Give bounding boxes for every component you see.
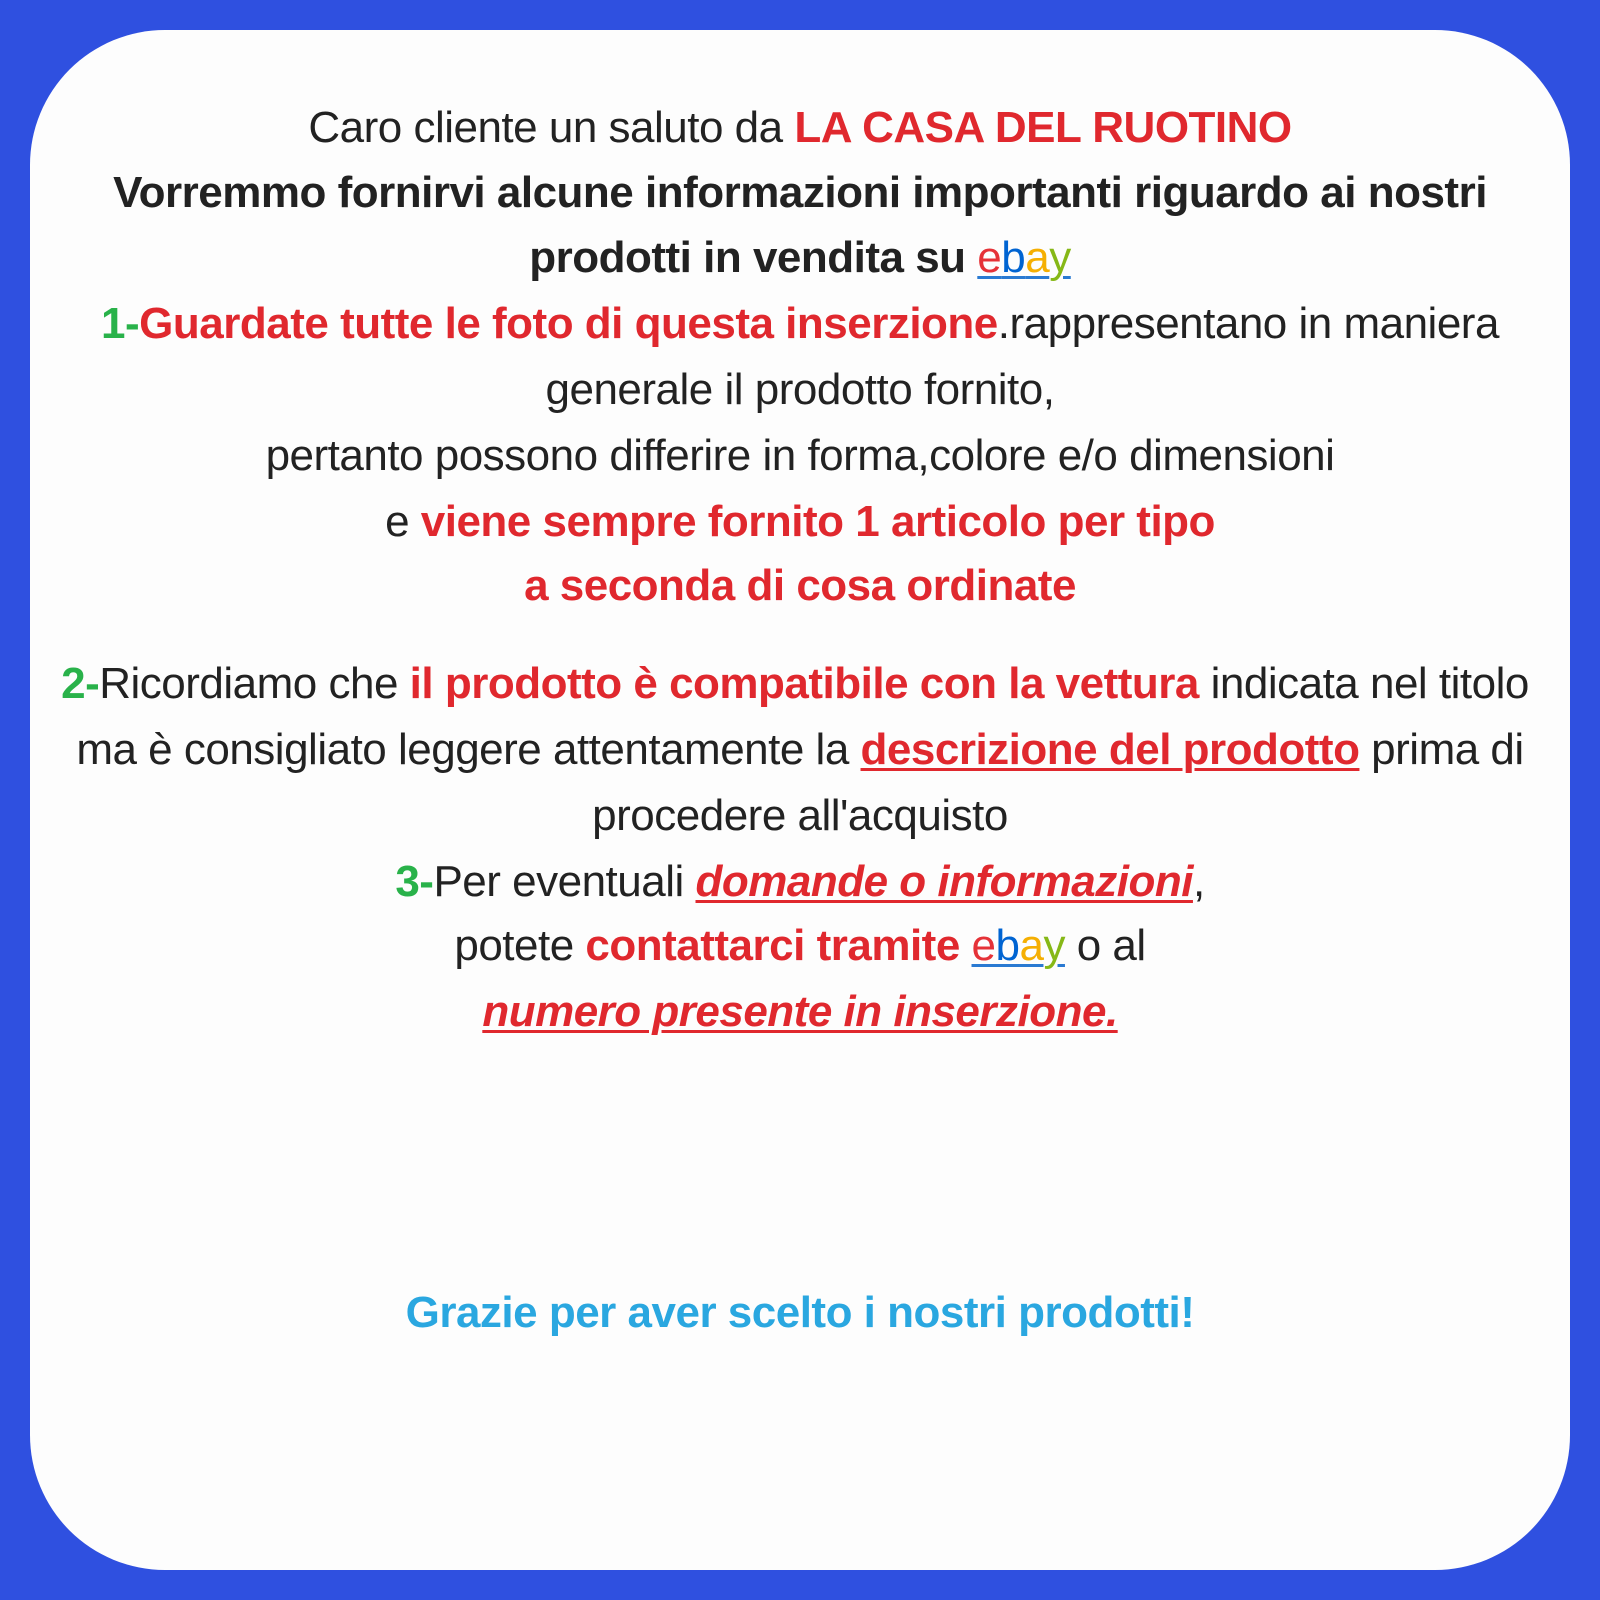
point2-line-1 — [0, 656, 1595, 712]
point2-text-3: ma è consigliato leggere attentamente la — [76, 725, 861, 774]
point2-bold-2: descrizione del prodotto — [860, 725, 1360, 774]
greeting-text: Caro cliente un saluto da — [308, 103, 795, 152]
point3-text-3: o al — [1064, 921, 1146, 970]
ebay-logo-2: ebay — [971, 921, 1065, 970]
point2-text-1: Ricordiamo che — [99, 659, 410, 708]
point3-text-1: Per eventuali — [433, 857, 696, 906]
point3-line-2 — [0, 918, 1600, 974]
point3-bold-3: numero presente in inserzione. — [482, 987, 1118, 1036]
point2-text-2: indicata nel titolo — [1198, 659, 1529, 708]
point2-line-3 — [0, 788, 1600, 844]
point3-bold-1: domande o informazioni — [695, 857, 1193, 906]
point3-bold-2: contattarci tramite — [585, 921, 972, 970]
point2-line-2 — [0, 722, 1600, 778]
greeting-line — [0, 100, 1600, 156]
intro-line-1 — [0, 165, 1600, 221]
point1-text-2: generale il prodotto fornito, — [545, 365, 1055, 414]
thanks-line — [0, 1285, 1600, 1341]
point2-number: 2- — [61, 659, 100, 708]
point1-text-4-prefix: e — [385, 497, 421, 546]
intro-text-1: Vorremmo fornirvi alcune informazioni importanti riguardo ai nostri — [113, 168, 1487, 217]
point1-text-5-bold: a seconda di cosa ordinate — [524, 561, 1076, 610]
point3-comma: , — [1192, 857, 1205, 906]
point3-line-1 — [0, 854, 1600, 910]
point1-number: 1- — [101, 299, 140, 348]
point3-line-3 — [0, 984, 1600, 1040]
intro-line-2 — [0, 230, 1600, 286]
intro-text-2: prodotti in vendita su — [529, 233, 978, 282]
point1-bold: Guardate tutte le foto di questa inserzione — [139, 299, 998, 348]
point1-text-3: pertanto possono differire in forma,colore e/o dimensioni — [265, 431, 1335, 480]
point2-text-4: prima di — [1359, 725, 1524, 774]
point1-line-1 — [0, 296, 1600, 352]
point2-text-5: procedere all'acquisto — [592, 791, 1008, 840]
point3-number: 3- — [395, 857, 434, 906]
ebay-logo: ebay — [977, 233, 1071, 282]
thanks-text: Grazie per aver scelto i nostri prodotti! — [405, 1288, 1195, 1337]
point1-text-4-bold: viene sempre fornito 1 articolo per tipo — [420, 497, 1215, 546]
point1-text-1: .rappresentano in maniera — [997, 299, 1499, 348]
point1-line-4 — [0, 494, 1600, 550]
point3-text-2: potete — [454, 921, 586, 970]
point1-line-2 — [0, 362, 1600, 418]
point1-line-3 — [0, 428, 1600, 484]
point2-bold-1: il prodotto è compatibile con la vettura — [409, 659, 1199, 708]
point1-line-5 — [0, 558, 1600, 614]
brand-name: LA CASA DEL RUOTINO — [794, 103, 1292, 152]
